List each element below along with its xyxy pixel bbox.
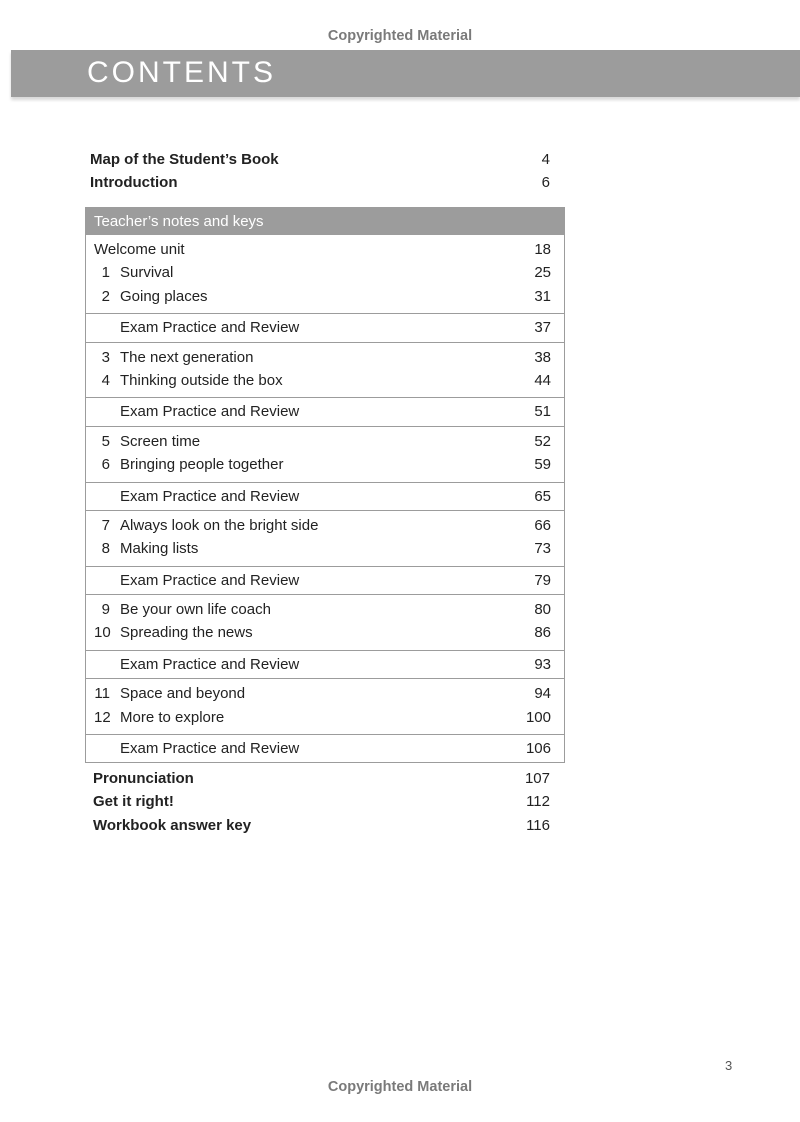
unit-group bbox=[86, 678, 564, 734]
unit-number: 7 bbox=[101, 516, 110, 534]
unit-title: Going places bbox=[120, 287, 208, 305]
exam-page: 51 bbox=[534, 403, 551, 421]
contents-header-bar bbox=[11, 50, 800, 97]
exam-review-row bbox=[86, 482, 564, 510]
page-number: 3 bbox=[725, 1058, 733, 1073]
exam-review-row bbox=[86, 566, 564, 594]
exam-review-row bbox=[86, 650, 564, 678]
unit-page: 52 bbox=[534, 432, 551, 450]
unit-page: 73 bbox=[534, 540, 551, 558]
unit-group bbox=[86, 235, 564, 313]
toc-row bbox=[94, 238, 551, 261]
exam-title: Exam Practice and Review bbox=[120, 740, 300, 758]
toc-row bbox=[94, 453, 551, 476]
unit-title: Be your own life coach bbox=[120, 601, 271, 619]
unit-group bbox=[86, 342, 564, 398]
toc-row bbox=[94, 261, 551, 284]
entry-title: Map of the Student’s Book bbox=[90, 151, 279, 168]
toc-row bbox=[94, 316, 551, 339]
unit-page: 100 bbox=[525, 708, 551, 726]
toc-entry bbox=[93, 767, 550, 790]
toc-row bbox=[94, 621, 551, 644]
entry-page: 6 bbox=[541, 174, 550, 192]
unit-number: 9 bbox=[101, 601, 110, 619]
toc-row bbox=[94, 514, 551, 537]
spacer bbox=[94, 737, 110, 760]
page-title: CONTENTS bbox=[87, 56, 276, 89]
toc-entry bbox=[93, 790, 550, 813]
unit-title: Welcome unit bbox=[94, 241, 185, 258]
entry-title: Get it right! bbox=[93, 793, 174, 811]
unit-page: 44 bbox=[534, 371, 551, 389]
exam-title: Exam Practice and Review bbox=[120, 571, 300, 589]
unit-number: 3 bbox=[101, 348, 110, 366]
unit-page: 38 bbox=[534, 348, 551, 366]
unit-number: 2 bbox=[101, 287, 110, 305]
section-title: Teacher’s notes and keys bbox=[86, 207, 564, 235]
watermark-bottom: Copyrighted Material bbox=[327, 1079, 473, 1095]
toc-row bbox=[94, 430, 551, 453]
toc-row bbox=[94, 400, 551, 423]
toc-row bbox=[94, 485, 551, 508]
toc-entry bbox=[90, 171, 550, 194]
toc-row bbox=[94, 653, 551, 676]
unit-group bbox=[86, 594, 564, 650]
exam-title: Exam Practice and Review bbox=[120, 319, 300, 337]
toc-entry bbox=[93, 814, 550, 837]
unit-page: 18 bbox=[534, 241, 551, 258]
toc-row bbox=[94, 682, 551, 705]
front-matter bbox=[90, 148, 550, 195]
back-matter bbox=[93, 767, 550, 837]
spacer bbox=[94, 316, 110, 339]
unit-page: 59 bbox=[534, 456, 551, 474]
entry-page: 116 bbox=[526, 816, 550, 834]
exam-page: 106 bbox=[525, 740, 551, 758]
entry-page: 107 bbox=[524, 770, 550, 787]
exam-page: 93 bbox=[534, 655, 551, 673]
teachers-notes-section bbox=[85, 207, 565, 763]
toc-row bbox=[94, 598, 551, 621]
unit-number: 1 bbox=[101, 264, 110, 282]
exam-review-row bbox=[86, 734, 564, 762]
unit-group bbox=[86, 510, 564, 566]
toc-row bbox=[94, 569, 551, 592]
unit-number: 12 bbox=[94, 708, 111, 726]
spacer bbox=[94, 400, 110, 423]
unit-title: Space and beyond bbox=[120, 685, 246, 703]
unit-page: 66 bbox=[534, 516, 551, 534]
entry-page: 4 bbox=[541, 151, 550, 168]
exam-title: Exam Practice and Review bbox=[120, 487, 300, 505]
toc-row bbox=[94, 369, 551, 392]
watermark-top: Copyrighted Material bbox=[327, 28, 473, 44]
unit-title: Screen time bbox=[120, 432, 201, 450]
unit-number: 5 bbox=[101, 432, 110, 450]
unit-page: 86 bbox=[534, 624, 551, 642]
unit-title: The next generation bbox=[120, 348, 254, 366]
spacer bbox=[94, 653, 110, 676]
toc-row bbox=[94, 537, 551, 560]
unit-page: 80 bbox=[534, 601, 551, 619]
unit-title: More to explore bbox=[120, 708, 225, 726]
spacer bbox=[94, 485, 110, 508]
toc-row bbox=[94, 737, 551, 760]
unit-number: 4 bbox=[101, 371, 110, 389]
entry-title: Pronunciation bbox=[93, 770, 194, 787]
exam-title: Exam Practice and Review bbox=[120, 655, 300, 673]
unit-number: 8 bbox=[101, 540, 110, 558]
toc-row bbox=[94, 706, 551, 729]
exam-page: 79 bbox=[534, 571, 551, 589]
unit-page: 31 bbox=[534, 287, 551, 305]
unit-number: 6 bbox=[101, 456, 110, 474]
unit-page: 25 bbox=[534, 264, 551, 282]
entry-page: 112 bbox=[526, 793, 550, 811]
unit-title: Making lists bbox=[120, 540, 199, 558]
entry-title: Workbook answer key bbox=[93, 816, 252, 834]
unit-title: Thinking outside the box bbox=[120, 371, 283, 389]
unit-page: 94 bbox=[534, 685, 551, 703]
toc-row bbox=[94, 285, 551, 308]
unit-title: Always look on the bright side bbox=[120, 516, 319, 534]
unit-number: 11 bbox=[94, 685, 110, 703]
toc-row bbox=[94, 346, 551, 369]
exam-page: 37 bbox=[534, 319, 551, 337]
exam-page: 65 bbox=[534, 487, 551, 505]
spacer bbox=[94, 569, 110, 592]
unit-title: Bringing people together bbox=[120, 456, 284, 474]
exam-review-row bbox=[86, 397, 564, 425]
exam-review-row bbox=[86, 313, 564, 341]
toc-entry bbox=[90, 148, 550, 171]
unit-title: Spreading the news bbox=[120, 624, 253, 642]
unit-group bbox=[86, 426, 564, 482]
entry-title: Introduction bbox=[90, 174, 178, 192]
unit-title: Survival bbox=[120, 264, 174, 282]
unit-number: 10 bbox=[94, 624, 111, 642]
exam-title: Exam Practice and Review bbox=[120, 403, 300, 421]
